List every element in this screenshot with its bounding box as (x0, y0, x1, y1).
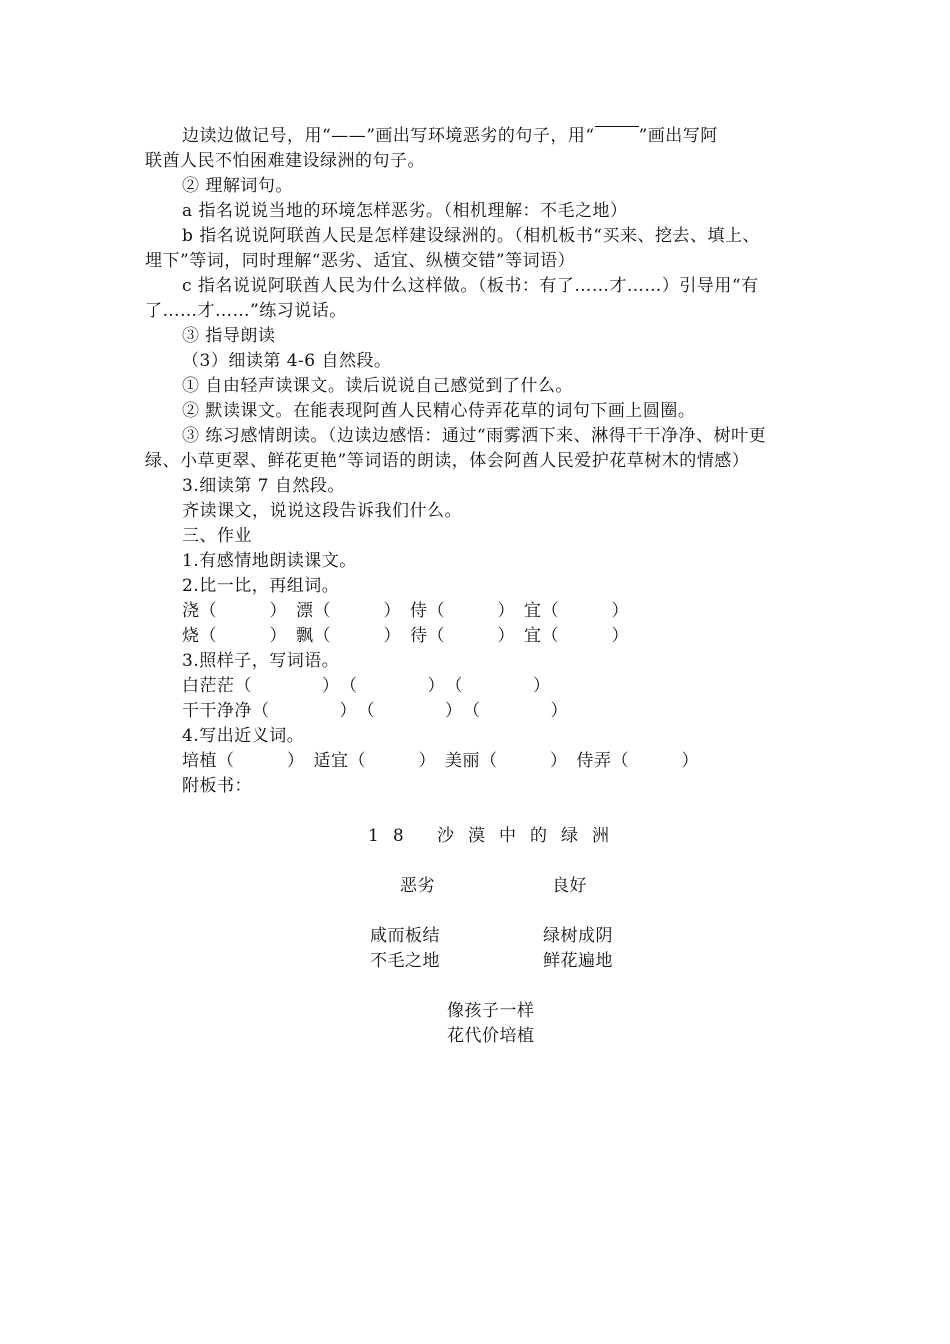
text-segment: ”画出写阿 (638, 126, 718, 146)
paragraph-line: ③ 练习感情朗读。（边读边感悟：通过“雨雾洒下来、淋得干干净净、树叶更 (182, 426, 767, 446)
paragraph-line (182, 124, 718, 149)
paragraph-line: 绿、小草更翠、鲜花更艳”等词语的朗读，体会阿酋人民爱护花草树木的情感） (145, 451, 750, 471)
board-title: 18 沙漠中的绿洲 (368, 826, 624, 846)
exercise-line: 白茫茫（ ） （ ） （ ） (182, 676, 551, 696)
paragraph-line: 齐读课文，说说这段告诉我们什么。 (182, 501, 462, 521)
paragraph-line: （3）细读第 4-6 自然段。 (182, 351, 392, 371)
paragraph-line: 埋下”等词，同时理解“恶劣、适宜、纵横交错”等词语） (145, 251, 576, 271)
paragraph-line: ② 理解词句。 (182, 176, 293, 196)
paragraph-line: 2.比一比，再组词。 (182, 576, 340, 596)
paragraph-line: 联酋人民不怕困难建设绿洲的句子。 (145, 151, 425, 171)
board-left-item: 不毛之地 (370, 951, 440, 971)
wavy-line-mark (595, 126, 639, 141)
paragraph-line: 3.细读第 7 自然段。 (182, 476, 345, 496)
paragraph-line: 附板书： (182, 776, 252, 796)
board-right-heading: 良好 (552, 876, 587, 896)
exercise-line: 干干净净（ ） （ ） （ ） (182, 701, 568, 721)
paragraph-line: 了……才……”练习说话。 (145, 301, 347, 321)
paragraph-line: ① 自由轻声读课文。读后说说自己感觉到了什么。 (182, 376, 573, 396)
exercise-line: 浇（ ） 漂（ ） 侍（ ） 宜（ ） (182, 601, 629, 621)
board-left-heading: 恶劣 (400, 876, 435, 896)
board-right-item: 绿树成阴 (543, 926, 613, 946)
board-right-item: 鲜花遍地 (543, 951, 613, 971)
exercise-line: 培植（ ） 适宜（ ） 美丽（ ） 侍弄（ ） (182, 751, 699, 771)
text-segment: 边读边做记号，用“——”画出写环境恶劣的句子，用“ (182, 126, 595, 146)
paragraph-line: c 指名说说阿联酋人民为什么这样做。（板书：有了……才……）引导用“有 (182, 276, 759, 296)
exercise-line: 烧（ ） 飘（ ） 待（ ） 宜（ ） (182, 626, 629, 646)
board-left-item: 咸而板结 (370, 926, 440, 946)
board-bottom-item: 像孩子一样 (447, 1001, 535, 1021)
section-heading: 三、作业 (182, 526, 252, 546)
paragraph-line: b 指名说说阿联酋人民是怎样建设绿洲的。（相机板书“买来、挖去、填上、 (182, 226, 760, 246)
paragraph-line: 1.有感情地朗读课文。 (182, 551, 357, 571)
paragraph-line: ③ 指导朗读 (182, 326, 276, 346)
paragraph-line: 4.写出近义词。 (182, 726, 305, 746)
paragraph-line: ② 默读课文。在能表现阿酋人民精心侍弄花草的词句下画上圆圈。 (182, 401, 696, 421)
paragraph-line: a 指名说说当地的环境怎样恶劣。（相机理解：不毛之地） (182, 201, 628, 221)
paragraph-line: 3.照样子，写词语。 (182, 651, 340, 671)
board-bottom-item: 花代价培植 (447, 1026, 535, 1046)
